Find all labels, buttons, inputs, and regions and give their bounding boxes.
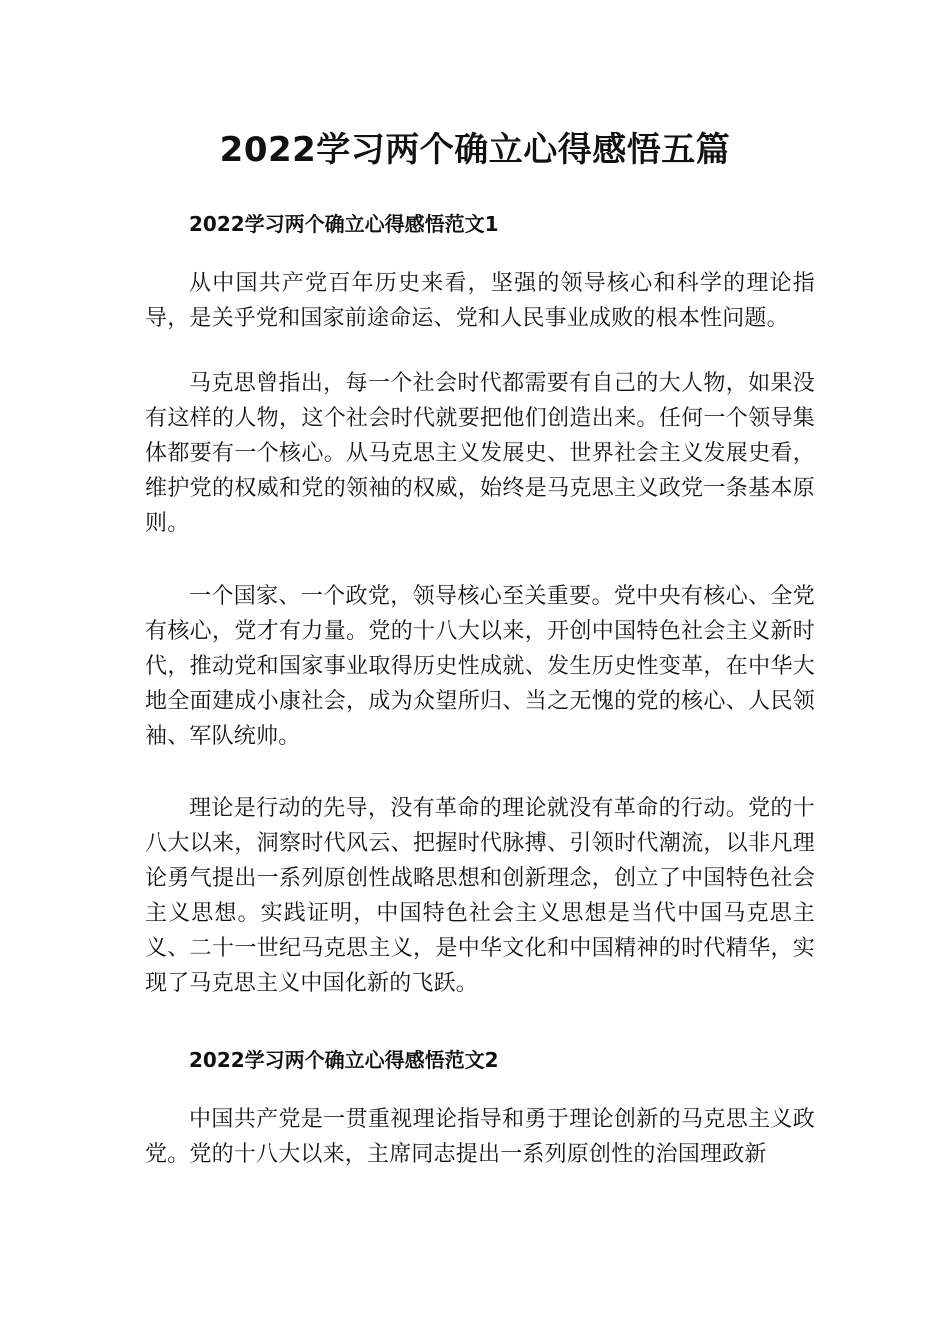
paragraph: 马克思曾指出，每一个社会时代都需要有自己的大人物，如果没有这样的人物，这个社会时代就要把他们创造出来。任何一个领导集体都要有一个核心。从马克思主义发展史、世界社会主义发展史看，维护党的权威和党的领袖的权威，始终是马克思主义政党一条基本原则。 (145, 371, 815, 536)
document-title: 2022学习两个确立心得感悟五篇 (219, 130, 731, 170)
paragraph: 理论是行动的先导，没有革命的理论就没有革命的行动。党的十八大以来，洞察时代风云、把握时代脉搏、引领时代潮流，以非凡理论勇气提出一系列原创性战略思想和创新理念，创立了中国特色社会主义思想。实践证明，中国特色社会主义思想是当代中国马克思主义、二十一世纪马克思主义，是中华文化和中国精神的时代精华，实现了马克思主义中国化新的飞跃。 (145, 796, 815, 996)
section-heading-1: 2022学习两个确立心得感悟范文1 (189, 212, 499, 236)
paragraph: 中国共产党是一贯重视理论指导和勇于理论创新的马克思主义政党。党的十八大以来，主席同志提出一系列原创性的治国理政新 (145, 1107, 815, 1167)
paragraph: 一个国家、一个政党，领导核心至关重要。党中央有核心、全党有核心，党才有力量。党的十八大以来，开创中国特色社会主义新时代，推动党和国家事业取得历史性成就、发生历史性变革，在中华大地全面建成小康社会，成为众望所归、当之无愧的党的核心、人民领袖、军队统帅。 (145, 584, 815, 749)
paragraph: 从中国共产党百年历史来看，坚强的领导核心和科学的理论指导，是关乎党和国家前途命运、党和人民事业成败的根本性问题。 (145, 271, 815, 331)
section-heading-2: 2022学习两个确立心得感悟范文2 (189, 1048, 499, 1072)
